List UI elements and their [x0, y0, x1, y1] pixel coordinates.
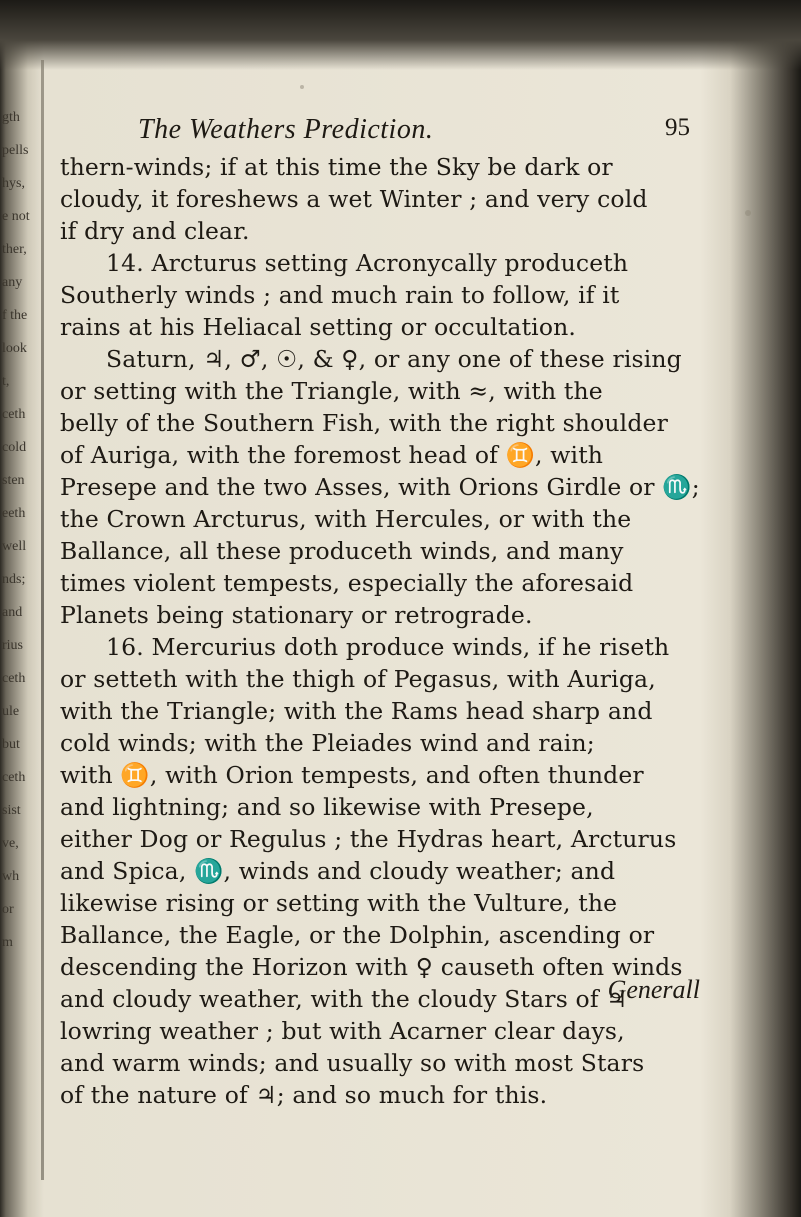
margin-fragment: ceth	[2, 407, 26, 422]
text-line: Southerly winds ; and much rain to follow, if it	[60, 281, 620, 309]
text-line: Planets being stationary or retrograde.	[60, 601, 533, 629]
text-line: belly of the Southern Fish, with the right shoulder	[60, 409, 668, 437]
margin-fragment: cold	[2, 440, 27, 455]
text-line: and lightning; and so likewise with Presepe,	[60, 793, 594, 821]
margin-fragment: any	[2, 275, 23, 290]
text-line: descending the Horizon with ♀ causeth often winds	[60, 953, 683, 981]
book-gutter	[41, 60, 44, 1180]
margin-fragment: f the	[2, 308, 28, 323]
margin-fragment: pells	[2, 143, 29, 158]
text-line: of the nature of ♃; and so much for this.	[60, 1081, 548, 1109]
margin-fragment: and	[2, 605, 23, 620]
text-line: cold winds; with the Pleiades wind and rain;	[60, 729, 595, 757]
margin-fragment: rius	[2, 638, 23, 653]
text-line: with the Triangle; with the Rams head sharp and	[60, 697, 653, 725]
margin-fragment: well	[2, 539, 27, 554]
text-line: with ♊, with Orion tempests, and often thunder	[60, 761, 644, 789]
running-head	[138, 110, 698, 150]
text-line: the Crown Arcturus, with Hercules, or with the	[60, 505, 632, 533]
margin-fragment: ule	[2, 704, 20, 719]
margin-fragment: nds;	[2, 572, 26, 587]
text-line: thern-winds; if at this time the Sky be dark or	[60, 153, 613, 181]
text-line: or setting with the Triangle, with ≈, with the	[60, 377, 603, 405]
margin-fragment: ceth	[2, 671, 26, 686]
text-line: Ballance, the Eagle, or the Dolphin, ascending or	[60, 921, 655, 949]
facing-page-margin	[0, 110, 40, 990]
margin-fragment: eeth	[2, 506, 26, 521]
margin-fragment: hys,	[2, 176, 25, 191]
margin-fragment: ceth	[2, 770, 26, 785]
text-line: and cloudy weather, with the cloudy Stars of ♃	[60, 985, 628, 1013]
margin-fragment: wh	[2, 869, 20, 884]
text-line: 16. Mercurius doth produce winds, if he riseth	[106, 633, 670, 661]
text-line: times violent tempests, especially the aforesaid	[60, 569, 634, 597]
margin-fragment: e not	[2, 209, 30, 224]
margin-fragment: look	[2, 341, 27, 356]
text-line: and Spica, ♏, winds and cloudy weather; and	[60, 857, 616, 885]
margin-fragment: ve,	[2, 836, 19, 851]
margin-fragment: t,	[2, 374, 10, 389]
text-line: Presepe and the two Asses, with Orions Girdle or ♏;	[60, 473, 700, 501]
page-number: 95	[665, 114, 690, 141]
text-line: if dry and clear.	[60, 217, 250, 245]
text-line: of Auriga, with the foremost head of ♊, with	[60, 441, 604, 469]
text-line: likewise rising or setting with the Vulture, the	[60, 889, 618, 917]
margin-fragment: gth	[2, 110, 20, 125]
body-text	[60, 151, 700, 1111]
book-page	[60, 105, 700, 1185]
text-line: or setteth with the thigh of Pegasus, with Auriga,	[60, 665, 656, 693]
text-line: cloudy, it foreshews a wet Winter ; and very cold	[60, 185, 648, 213]
paper-speck	[300, 85, 304, 89]
scan-top-shadow	[0, 0, 801, 70]
text-line: Ballance, all these produceth winds, and many	[60, 537, 624, 565]
text-line: lowring weather ; but with Acarner clear days,	[60, 1017, 625, 1045]
margin-fragment: or	[2, 902, 14, 917]
margin-fragment: ther,	[2, 242, 27, 257]
text-line: Saturn, ♃, ♂, ☉, & ♀, or any one of these rising	[106, 345, 682, 373]
text-line: rains at his Heliacal setting or occultation.	[60, 313, 577, 341]
margin-fragment: but	[2, 737, 20, 752]
text-line: either Dog or Regulus ; the Hydras heart, Arcturus	[60, 825, 677, 853]
running-title: The Weathers Prediction.	[138, 114, 434, 145]
text-line: and warm winds; and usually so with most Stars	[60, 1049, 645, 1077]
margin-fragment: sist	[2, 803, 21, 818]
paper-speck	[745, 210, 751, 216]
catchword: Generall	[607, 975, 700, 1004]
margin-fragment: m	[2, 935, 13, 950]
margin-fragment: sten	[2, 473, 25, 488]
text-line: 14. Arcturus setting Acronycally produceth	[106, 249, 629, 277]
